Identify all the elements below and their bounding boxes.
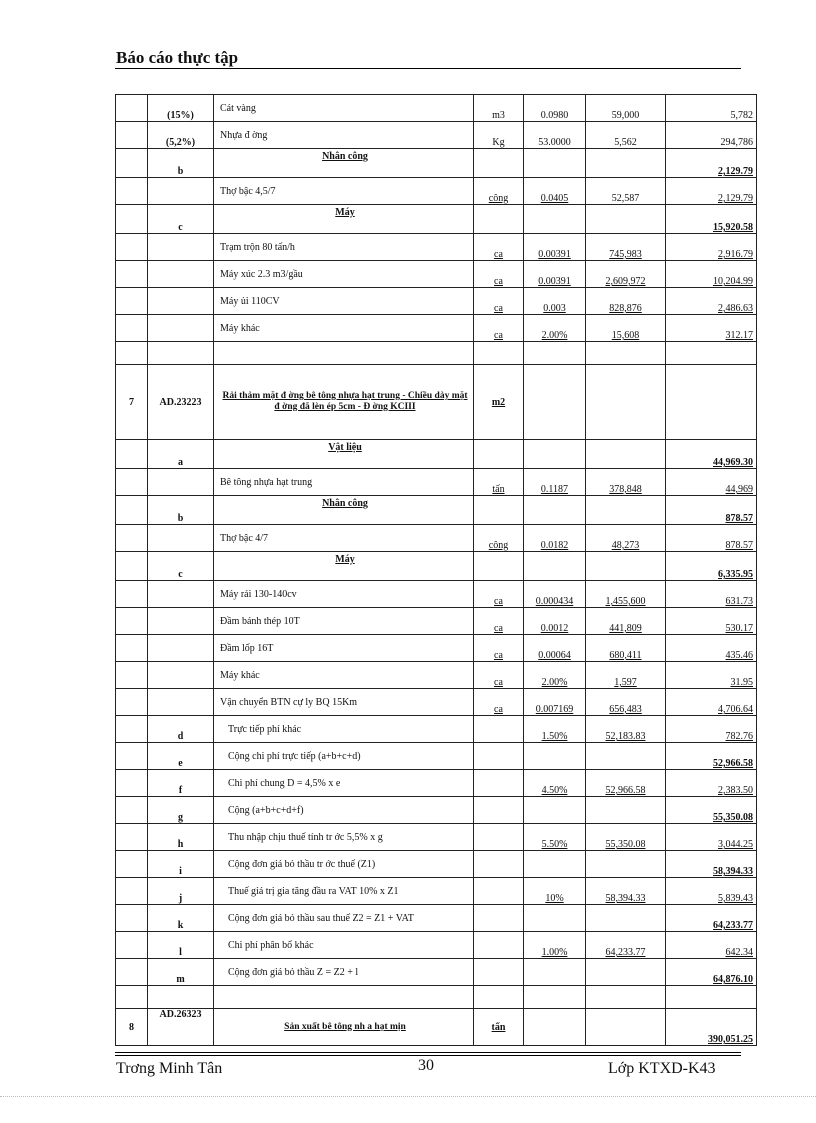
footer-rule bbox=[115, 1052, 741, 1053]
cell-code bbox=[148, 689, 214, 716]
cell-price: 52,966.58 bbox=[586, 770, 666, 797]
cell-coef: 2.00% bbox=[524, 315, 586, 342]
cell-coef bbox=[524, 959, 586, 986]
cell-unit: ca bbox=[474, 689, 524, 716]
cell-amount: 31.95 bbox=[666, 662, 757, 689]
cell-unit: tấn bbox=[474, 1009, 524, 1046]
cell-name: Đầm lốp 16T bbox=[214, 635, 474, 662]
cell-amount: 642.34 bbox=[666, 932, 757, 959]
cell-coef bbox=[524, 986, 586, 1009]
cell-amount: 878.57 bbox=[666, 525, 757, 552]
cell-price bbox=[586, 552, 666, 581]
cell-stt bbox=[116, 342, 148, 365]
cell-name: Nhựa đ ờng bbox=[214, 122, 474, 149]
cell-stt bbox=[116, 878, 148, 905]
cell-coef: 0.0012 bbox=[524, 608, 586, 635]
cell-name: Cộng chi phí trực tiếp (a+b+c+d) bbox=[214, 743, 474, 770]
cell-price bbox=[586, 986, 666, 1009]
cell-coef bbox=[524, 149, 586, 178]
cell-unit: công bbox=[474, 525, 524, 552]
cell-code: (5,2%) bbox=[148, 122, 214, 149]
cell-amount: 44,969.30 bbox=[666, 440, 757, 469]
cell-code: (15%) bbox=[148, 95, 214, 122]
cell-price: 52,183.83 bbox=[586, 716, 666, 743]
cell-coef bbox=[524, 365, 586, 440]
cell-stt bbox=[116, 851, 148, 878]
cell-code: i bbox=[148, 851, 214, 878]
cell-amount: 4,706.64 bbox=[666, 689, 757, 716]
cell-unit: ca bbox=[474, 635, 524, 662]
cell-stt bbox=[116, 440, 148, 469]
cell-stt bbox=[116, 581, 148, 608]
table-row bbox=[116, 932, 757, 959]
cell-unit bbox=[474, 205, 524, 234]
cell-amount: 294,786 bbox=[666, 122, 757, 149]
cell-code: AD.26323 bbox=[148, 1009, 214, 1046]
cell-price bbox=[586, 797, 666, 824]
cell-code bbox=[148, 288, 214, 315]
cell-amount bbox=[666, 365, 757, 440]
table-row bbox=[116, 824, 757, 851]
cell-coef: 0.00391 bbox=[524, 234, 586, 261]
cell-unit bbox=[474, 959, 524, 986]
footer-rule-double bbox=[115, 1055, 741, 1056]
cell-unit: m2 bbox=[474, 365, 524, 440]
cell-coef: 0.000434 bbox=[524, 581, 586, 608]
cell-stt bbox=[116, 743, 148, 770]
table-row bbox=[116, 178, 757, 205]
cell-name: Vận chuyển BTN cự ly BQ 15Km bbox=[214, 689, 474, 716]
cell-price bbox=[586, 851, 666, 878]
cell-amount bbox=[666, 986, 757, 1009]
cell-price: 745,983 bbox=[586, 234, 666, 261]
cell-stt: 7 bbox=[116, 365, 148, 440]
cell-unit bbox=[474, 440, 524, 469]
cell-price bbox=[586, 365, 666, 440]
cell-amount: 530.17 bbox=[666, 608, 757, 635]
cell-price: 64,233.77 bbox=[586, 932, 666, 959]
cell-coef: 0.0182 bbox=[524, 525, 586, 552]
cell-unit bbox=[474, 851, 524, 878]
cell-unit bbox=[474, 743, 524, 770]
cell-price: 680,411 bbox=[586, 635, 666, 662]
cell-stt bbox=[116, 469, 148, 496]
cell-amount: 58,394.33 bbox=[666, 851, 757, 878]
cell-unit: m3 bbox=[474, 95, 524, 122]
cell-price bbox=[586, 905, 666, 932]
cell-amount: 782.76 bbox=[666, 716, 757, 743]
cell-unit bbox=[474, 797, 524, 824]
cell-unit bbox=[474, 552, 524, 581]
table-row bbox=[116, 986, 757, 1009]
cell-unit bbox=[474, 878, 524, 905]
cell-unit bbox=[474, 716, 524, 743]
cell-name: Thợ bậc 4,5/7 bbox=[214, 178, 474, 205]
cost-table bbox=[115, 94, 757, 1046]
cell-name: Máy khác bbox=[214, 315, 474, 342]
cell-name: Vật liệu bbox=[214, 440, 474, 469]
cell-stt bbox=[116, 608, 148, 635]
cell-name bbox=[214, 986, 474, 1009]
cell-name: Bê tông nhựa hạt trung bbox=[214, 469, 474, 496]
cell-name: Máy rải 130-140cv bbox=[214, 581, 474, 608]
cell-unit bbox=[474, 342, 524, 365]
cell-amount: 5,839.43 bbox=[666, 878, 757, 905]
cell-stt bbox=[116, 716, 148, 743]
cell-name: Chi phí phân bổ khác bbox=[214, 932, 474, 959]
report-title: Báo cáo thực tập bbox=[116, 48, 239, 67]
cell-code: j bbox=[148, 878, 214, 905]
cell-price: 55,350.08 bbox=[586, 824, 666, 851]
cell-coef: 1.00% bbox=[524, 932, 586, 959]
cell-price: 52,587 bbox=[586, 178, 666, 205]
cell-code: d bbox=[148, 716, 214, 743]
cell-price: 828,876 bbox=[586, 288, 666, 315]
cell-code: m bbox=[148, 959, 214, 986]
cell-stt bbox=[116, 986, 148, 1009]
cell-amount: 5,782 bbox=[666, 95, 757, 122]
cell-code: f bbox=[148, 770, 214, 797]
cell-amount: 6,335.95 bbox=[666, 552, 757, 581]
cell-amount bbox=[666, 342, 757, 365]
cell-code bbox=[148, 581, 214, 608]
cell-coef bbox=[524, 743, 586, 770]
cell-unit bbox=[474, 496, 524, 525]
cell-code: b bbox=[148, 496, 214, 525]
cell-coef: 1.50% bbox=[524, 716, 586, 743]
cell-stt bbox=[116, 824, 148, 851]
cell-name: Trực tiếp phí khác bbox=[214, 716, 474, 743]
table-row bbox=[116, 959, 757, 986]
cell-amount: 3,044.25 bbox=[666, 824, 757, 851]
cell-price bbox=[586, 205, 666, 234]
cell-unit: ca bbox=[474, 288, 524, 315]
cell-code bbox=[148, 662, 214, 689]
cell-coef bbox=[524, 342, 586, 365]
cell-price bbox=[586, 149, 666, 178]
cell-unit: ca bbox=[474, 662, 524, 689]
cell-amount: 435.46 bbox=[666, 635, 757, 662]
cell-coef bbox=[524, 851, 586, 878]
cell-name: Rải thảm mặt đ ờng bê tông nhựa hạt trung - Chiều dày mặt đ ờng đã lèn ép 5cm - Đ ờng KCIII bbox=[214, 365, 474, 440]
cell-code: c bbox=[148, 205, 214, 234]
cell-price bbox=[586, 496, 666, 525]
cell-amount: 631.73 bbox=[666, 581, 757, 608]
cell-unit: ca bbox=[474, 315, 524, 342]
page-number: 30 bbox=[418, 1057, 434, 1074]
cell-amount: 2,486.63 bbox=[666, 288, 757, 315]
cell-amount: 64,876.10 bbox=[666, 959, 757, 986]
cell-code: l bbox=[148, 932, 214, 959]
cell-coef: 0.00391 bbox=[524, 261, 586, 288]
cell-price bbox=[586, 959, 666, 986]
cell-name: Cộng đơn giá bỏ thầu Z = Z2 + l bbox=[214, 959, 474, 986]
table-row bbox=[116, 365, 757, 440]
cell-stt bbox=[116, 662, 148, 689]
table-row bbox=[116, 797, 757, 824]
table-row bbox=[116, 261, 757, 288]
cell-coef bbox=[524, 797, 586, 824]
table-row bbox=[116, 1009, 757, 1046]
cell-unit: công bbox=[474, 178, 524, 205]
cell-amount: 44,969 bbox=[666, 469, 757, 496]
cell-code bbox=[148, 986, 214, 1009]
cell-coef bbox=[524, 1009, 586, 1046]
cell-name bbox=[214, 342, 474, 365]
cell-coef: 0.007169 bbox=[524, 689, 586, 716]
cell-stt bbox=[116, 122, 148, 149]
cell-amount: 52,966.58 bbox=[666, 743, 757, 770]
cell-price: 656,483 bbox=[586, 689, 666, 716]
cell-stt bbox=[116, 552, 148, 581]
footer-class: Lớp KTXD-K43 bbox=[608, 1060, 716, 1077]
cell-coef bbox=[524, 496, 586, 525]
table-row bbox=[116, 743, 757, 770]
cell-price: 378,848 bbox=[586, 469, 666, 496]
cell-price: 1,597 bbox=[586, 662, 666, 689]
table-row bbox=[116, 95, 757, 122]
cell-name: Nhân công bbox=[214, 149, 474, 178]
table-row bbox=[116, 905, 757, 932]
cell-unit bbox=[474, 905, 524, 932]
cell-code bbox=[148, 342, 214, 365]
cell-code: c bbox=[148, 552, 214, 581]
cell-name: Cát vàng bbox=[214, 95, 474, 122]
cell-price: 59,000 bbox=[586, 95, 666, 122]
cell-stt bbox=[116, 149, 148, 178]
cell-stt bbox=[116, 315, 148, 342]
cell-code: h bbox=[148, 824, 214, 851]
cell-coef: 0.0980 bbox=[524, 95, 586, 122]
cell-unit: ca bbox=[474, 581, 524, 608]
cell-name: Cộng đơn giá bỏ thầu sau thuế Z2 = Z1 + VAT bbox=[214, 905, 474, 932]
table-row bbox=[116, 342, 757, 365]
cell-coef: 53.0000 bbox=[524, 122, 586, 149]
cell-stt bbox=[116, 689, 148, 716]
cell-coef: 10% bbox=[524, 878, 586, 905]
table-row bbox=[116, 770, 757, 797]
table-row bbox=[116, 496, 757, 525]
cell-name: Đầm bánh thép 10T bbox=[214, 608, 474, 635]
cell-unit: Kg bbox=[474, 122, 524, 149]
table-row bbox=[116, 608, 757, 635]
cell-stt bbox=[116, 635, 148, 662]
cell-unit: ca bbox=[474, 608, 524, 635]
cell-code: k bbox=[148, 905, 214, 932]
cell-unit bbox=[474, 932, 524, 959]
table-row bbox=[116, 689, 757, 716]
cell-coef: 2.00% bbox=[524, 662, 586, 689]
cell-coef bbox=[524, 205, 586, 234]
cell-price: 58,394.33 bbox=[586, 878, 666, 905]
cell-amount: 878.57 bbox=[666, 496, 757, 525]
table-row bbox=[116, 149, 757, 178]
cell-stt bbox=[116, 797, 148, 824]
cell-price: 2,609,972 bbox=[586, 261, 666, 288]
cell-name: Máy bbox=[214, 205, 474, 234]
cell-name: Máy xúc 2.3 m3/gầu bbox=[214, 261, 474, 288]
cell-code bbox=[148, 315, 214, 342]
table-row bbox=[116, 552, 757, 581]
cell-code: e bbox=[148, 743, 214, 770]
table-row bbox=[116, 315, 757, 342]
table-row bbox=[116, 525, 757, 552]
cell-code bbox=[148, 635, 214, 662]
cell-stt bbox=[116, 932, 148, 959]
table-row bbox=[116, 205, 757, 234]
cell-name: Trạm trộn 80 tấn/h bbox=[214, 234, 474, 261]
cell-amount: 2,129.79 bbox=[666, 178, 757, 205]
table-row bbox=[116, 288, 757, 315]
cell-code bbox=[148, 234, 214, 261]
cell-unit bbox=[474, 770, 524, 797]
cell-price bbox=[586, 1009, 666, 1046]
table-row bbox=[116, 716, 757, 743]
footer-author: Trơng Minh Tân bbox=[116, 1060, 223, 1077]
cell-unit bbox=[474, 824, 524, 851]
cell-code bbox=[148, 178, 214, 205]
cell-name: Máy khác bbox=[214, 662, 474, 689]
cell-price bbox=[586, 342, 666, 365]
cell-price: 441,809 bbox=[586, 608, 666, 635]
cell-coef: 0.0405 bbox=[524, 178, 586, 205]
table-row bbox=[116, 234, 757, 261]
cell-amount: 390,051.25 bbox=[666, 1009, 757, 1046]
cell-name: Máy bbox=[214, 552, 474, 581]
cell-code: a bbox=[148, 440, 214, 469]
cell-stt bbox=[116, 959, 148, 986]
cell-amount: 312.17 bbox=[666, 315, 757, 342]
cell-coef bbox=[524, 905, 586, 932]
cell-amount: 2,383.50 bbox=[666, 770, 757, 797]
cell-stt bbox=[116, 496, 148, 525]
cell-code: b bbox=[148, 149, 214, 178]
cell-stt bbox=[116, 178, 148, 205]
cell-stt bbox=[116, 770, 148, 797]
cell-amount: 2,129.79 bbox=[666, 149, 757, 178]
cell-stt bbox=[116, 95, 148, 122]
cell-coef: 0.00064 bbox=[524, 635, 586, 662]
cell-price: 5,562 bbox=[586, 122, 666, 149]
cell-stt bbox=[116, 234, 148, 261]
cell-name: Thợ bậc 4/7 bbox=[214, 525, 474, 552]
cell-coef: 4.50% bbox=[524, 770, 586, 797]
cell-code: AD.23223 bbox=[148, 365, 214, 440]
table-row bbox=[116, 635, 757, 662]
cell-code bbox=[148, 608, 214, 635]
cell-stt bbox=[116, 261, 148, 288]
table-row bbox=[116, 662, 757, 689]
cell-name: Sản xuất bê tông nh a hạt mịn bbox=[214, 1009, 474, 1046]
cell-code: g bbox=[148, 797, 214, 824]
cell-name: Nhân công bbox=[214, 496, 474, 525]
cell-stt bbox=[116, 905, 148, 932]
table-row bbox=[116, 440, 757, 469]
cell-name: Cộng đơn giá bỏ thầu tr ớc thuế (Z1) bbox=[214, 851, 474, 878]
cell-unit bbox=[474, 149, 524, 178]
cell-stt: 8 bbox=[116, 1009, 148, 1046]
page-edge bbox=[0, 1096, 816, 1097]
table-row bbox=[116, 878, 757, 905]
cell-stt bbox=[116, 205, 148, 234]
cell-amount: 55,350.08 bbox=[666, 797, 757, 824]
table-row bbox=[116, 851, 757, 878]
cell-unit: ca bbox=[474, 261, 524, 288]
cell-unit: ca bbox=[474, 234, 524, 261]
cell-unit: tấn bbox=[474, 469, 524, 496]
cell-amount: 64,233.77 bbox=[666, 905, 757, 932]
cell-coef bbox=[524, 552, 586, 581]
cell-coef bbox=[524, 440, 586, 469]
cell-coef: 5.50% bbox=[524, 824, 586, 851]
cell-name: Cộng (a+b+c+d+f) bbox=[214, 797, 474, 824]
cell-name: Thuế giá trị gia tăng đầu ra VAT 10% x Z1 bbox=[214, 878, 474, 905]
cell-amount: 2,916.79 bbox=[666, 234, 757, 261]
cell-coef: 0.1187 bbox=[524, 469, 586, 496]
table-row bbox=[116, 581, 757, 608]
cell-amount: 10,204.99 bbox=[666, 261, 757, 288]
cell-coef: 0.003 bbox=[524, 288, 586, 315]
header-rule bbox=[115, 68, 741, 69]
cell-stt bbox=[116, 288, 148, 315]
cell-stt bbox=[116, 525, 148, 552]
cell-code bbox=[148, 261, 214, 288]
cell-amount: 15,920.58 bbox=[666, 205, 757, 234]
cell-name: Máy ủi 110CV bbox=[214, 288, 474, 315]
cell-price: 48,273 bbox=[586, 525, 666, 552]
cell-price bbox=[586, 743, 666, 770]
cell-price: 15,608 bbox=[586, 315, 666, 342]
table-row bbox=[116, 469, 757, 496]
cell-unit bbox=[474, 986, 524, 1009]
cell-name: Chi phí chung D = 4,5% x e bbox=[214, 770, 474, 797]
cell-price bbox=[586, 440, 666, 469]
table-row bbox=[116, 122, 757, 149]
cell-code bbox=[148, 469, 214, 496]
cell-code bbox=[148, 525, 214, 552]
cell-name: Thu nhập chịu thuế tính tr ớc 5,5% x g bbox=[214, 824, 474, 851]
cell-price: 1,455,600 bbox=[586, 581, 666, 608]
